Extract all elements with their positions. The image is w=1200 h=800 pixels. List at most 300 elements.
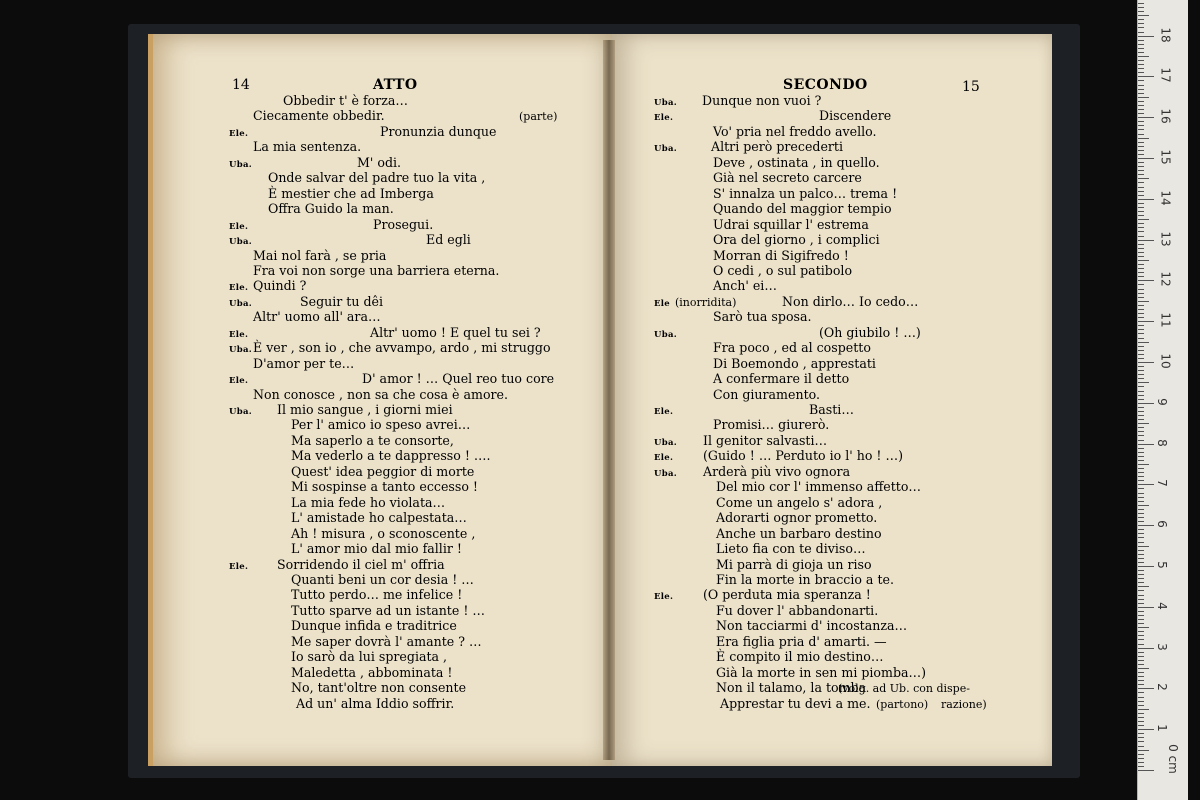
- ruler-tick: [1138, 80, 1144, 81]
- ruler-tick: [1138, 619, 1144, 620]
- verse-line: Seguir tu dêi: [300, 293, 384, 309]
- ruler-tick: [1138, 664, 1144, 665]
- ruler-number: 11: [1158, 312, 1173, 328]
- ruler-tick: [1138, 615, 1144, 616]
- ruler-tick: [1138, 166, 1144, 167]
- ruler-tick: [1138, 566, 1154, 567]
- ruler-tick: [1138, 692, 1144, 693]
- ruler-tick: [1138, 493, 1144, 494]
- ruler-tick: [1138, 138, 1149, 139]
- ruler-tick: [1138, 7, 1144, 8]
- ruler-number: 0 cm: [1165, 744, 1180, 774]
- verse-line: Onde salvar del padre tuo la vita ,: [268, 170, 486, 186]
- ruler-tick: [1138, 399, 1144, 400]
- verse-line: Era figlia pria d' amarti. —: [716, 633, 887, 649]
- left-page-number: 14: [232, 77, 250, 93]
- ruler-number: 1: [1154, 724, 1169, 733]
- ruler-tick: [1138, 472, 1144, 473]
- ruler-tick: [1138, 395, 1144, 396]
- verse-line: Per l' amico io speso avrei…: [291, 417, 471, 433]
- verse-line: Mi parrà di gioja un riso: [716, 556, 872, 572]
- verse-line: Anche un barbaro destino: [716, 525, 882, 541]
- ruler-tick: [1138, 68, 1144, 69]
- ruler-tick: [1138, 382, 1149, 383]
- ruler-tick: [1138, 150, 1144, 151]
- speaker-label: Uba.: [654, 98, 678, 108]
- verse-line: S' innalza un palco… trema !: [713, 185, 898, 201]
- speaker-label: Ele.: [229, 561, 249, 572]
- verse-line: Non conosce , non sa che cosa è amore.: [253, 386, 508, 402]
- ruler-tick: [1138, 762, 1144, 763]
- ruler-tick: [1138, 488, 1144, 489]
- verse-line: Anch' ei…: [713, 278, 777, 294]
- ruler-tick: [1138, 44, 1144, 45]
- verse-line: Sorridendo il ciel m' offria: [277, 556, 445, 572]
- ruler-tick: [1138, 652, 1144, 653]
- verse-line: Quando del maggior tempio: [713, 201, 892, 217]
- ruler-tick: [1138, 268, 1144, 269]
- ruler-number: 2: [1154, 683, 1169, 692]
- ruler-tick: [1138, 215, 1144, 216]
- ruler-tick: [1138, 289, 1144, 290]
- verse-line: Prosegui.: [373, 216, 434, 232]
- ruler-tick: [1138, 639, 1144, 640]
- ruler-tick: [1138, 701, 1144, 702]
- ruler-tick: [1138, 386, 1144, 387]
- ruler-tick: [1138, 688, 1154, 689]
- verse-line: Altr' uomo ! E quel tu sei ?: [370, 324, 541, 340]
- ruler-tick: [1138, 256, 1144, 257]
- verse-line: Dunque non vuoi ?: [702, 93, 822, 108]
- ruler-tick: [1138, 129, 1144, 130]
- ruler-tick: [1138, 297, 1144, 298]
- ruler-tick: [1138, 505, 1149, 506]
- ruler-tick: [1138, 607, 1154, 608]
- ruler-tick: [1138, 354, 1144, 355]
- ruler-number: 10: [1158, 353, 1173, 369]
- verse-line: Fu dover l' abbandonarti.: [716, 602, 879, 618]
- ruler-number: 3: [1154, 642, 1169, 651]
- verse-line: Ma vederlo a te dappresso ! ….: [291, 448, 491, 464]
- ruler-tick: [1138, 325, 1144, 326]
- ruler-tick: [1138, 435, 1144, 436]
- ruler-tick: [1138, 358, 1144, 359]
- verse-line: Non tacciarmi d' incostanza…: [716, 618, 908, 634]
- speaker-label: Uba.: [229, 345, 253, 356]
- verse-line: Ora del giorno , i complici: [713, 232, 880, 248]
- verse-line: Vo' pria nel freddo avello.: [713, 123, 877, 139]
- right-running-head: SECONDO: [783, 77, 868, 93]
- speaker-label: Uba.: [229, 159, 253, 170]
- ruler-tick: [1138, 113, 1144, 114]
- ruler-tick: [1138, 93, 1144, 94]
- ruler-tick: [1138, 656, 1144, 657]
- ruler-tick: [1138, 709, 1149, 710]
- ruler-tick: [1138, 342, 1149, 343]
- verse-line: Del mio cor l' immenso affetto…: [716, 479, 922, 495]
- verse-line: Lieto fia con te diviso…: [716, 541, 866, 557]
- ruler-tick: [1138, 419, 1144, 420]
- speaker-label: Uba.: [654, 468, 678, 479]
- verse-line: M' odi.: [357, 154, 402, 170]
- verse-line: Io sarò da lui spregiata ,: [291, 649, 448, 665]
- ruler-tick: [1138, 374, 1144, 375]
- ruler-tick: [1138, 648, 1154, 649]
- verse-line: D' amor ! … Quel reo tuo core: [362, 371, 555, 387]
- ruler-tick: [1138, 154, 1144, 155]
- ruler-tick: [1138, 15, 1149, 16]
- ruler-tick: [1138, 329, 1144, 330]
- ruler-tick: [1138, 750, 1149, 751]
- verse-line: Fra voi non sorge una barriera eterna.: [253, 262, 500, 278]
- ruler-tick: [1138, 737, 1144, 738]
- ruler-tick: [1138, 293, 1144, 294]
- ruler-tick: [1138, 170, 1144, 171]
- verse-line: Mai nol farà , se pria: [253, 247, 387, 263]
- stage-direction: (volg. ad Ub. con dispe-: [838, 682, 970, 696]
- verse-line: Ah ! misura , o sconoscente ,: [291, 525, 476, 541]
- ruler-tick: [1138, 146, 1144, 147]
- ruler-tick: [1138, 660, 1144, 661]
- speaker-label: Ele.: [654, 407, 674, 417]
- ruler-tick: [1138, 562, 1144, 563]
- book-gutter: [603, 40, 615, 760]
- ruler-tick: [1138, 191, 1144, 192]
- ruler-tick: [1138, 48, 1144, 49]
- ruler-tick: [1138, 570, 1144, 571]
- verse-line: Apprestar tu devi a me.: [720, 695, 871, 711]
- ruler-tick: [1138, 537, 1144, 538]
- verse-line: Me saper dovrà l' amante ? …: [291, 633, 482, 649]
- ruler-tick: [1138, 350, 1144, 351]
- ruler-tick: [1138, 134, 1144, 135]
- verse-line: Con giuramento.: [713, 386, 820, 402]
- ruler-tick: [1138, 211, 1144, 212]
- ruler-tick: [1138, 431, 1144, 432]
- verse-line: Discendere: [819, 108, 892, 124]
- ruler-tick: [1138, 321, 1154, 322]
- speaker-label: Uba.: [229, 407, 253, 417]
- ruler-tick: [1138, 72, 1144, 73]
- ruler-tick: [1138, 415, 1144, 416]
- verse-line: L' amor mio dal mio fallir !: [291, 541, 462, 557]
- ruler-tick: [1138, 717, 1144, 718]
- ruler-tick: [1138, 550, 1144, 551]
- ruler-tick: [1138, 199, 1154, 200]
- ruler-tick: [1138, 366, 1144, 367]
- ruler-tick: [1138, 697, 1144, 698]
- verse-line: Fin la morte in braccio a te.: [716, 571, 894, 587]
- verse-line: Ciecamente obbedir.: [253, 108, 385, 124]
- ruler-tick: [1138, 599, 1144, 600]
- verse-line: Non il talamo, la tomba: [716, 680, 867, 696]
- speaker-label: Uba.: [654, 144, 678, 155]
- ruler-tick: [1138, 105, 1144, 106]
- ruler-tick: [1138, 101, 1144, 102]
- ruler-tick: [1138, 758, 1144, 759]
- ruler-number: 17: [1158, 67, 1173, 84]
- ruler-tick: [1138, 142, 1144, 143]
- ruler-tick: [1138, 546, 1149, 547]
- ruler-number: 18: [1158, 26, 1173, 43]
- verse-line: Tutto perdo… me infelice !: [291, 587, 463, 603]
- verse-line: Fra poco , ed al cospetto: [713, 340, 871, 356]
- ruler-tick: [1138, 32, 1144, 33]
- ruler-tick: [1138, 497, 1144, 498]
- verse-line: L' amistade ho calpestata…: [291, 510, 467, 526]
- ruler-tick: [1138, 301, 1149, 302]
- ruler-tick: [1138, 362, 1154, 363]
- ruler-tick: [1138, 725, 1144, 726]
- verse-line: Deve , ostinata , in quello.: [713, 154, 880, 170]
- ruler-tick: [1138, 309, 1144, 310]
- ruler-tick: [1138, 19, 1144, 20]
- ruler-tick: [1138, 121, 1144, 122]
- ruler-number: 16: [1158, 108, 1173, 124]
- ruler-tick: [1138, 635, 1144, 636]
- ruler-tick: [1138, 223, 1144, 224]
- speaker-label: Ele.: [654, 113, 674, 124]
- ruler-tick: [1138, 203, 1144, 204]
- right-page-number: 15: [962, 79, 980, 95]
- verse-line: Adorarti ognor prometto.: [716, 510, 878, 526]
- ruler-tick: [1138, 284, 1144, 285]
- ruler-tick: [1138, 582, 1144, 583]
- ruler-tick: [1138, 525, 1154, 526]
- ruler-number: 13: [1158, 230, 1173, 247]
- left-running-head: ATTO: [373, 77, 418, 93]
- ruler-tick: [1138, 333, 1144, 334]
- ruler-tick: [1138, 427, 1144, 428]
- ruler-tick: [1138, 627, 1149, 628]
- ruler-tick: [1138, 76, 1154, 77]
- ruler-tick: [1138, 313, 1144, 314]
- verse-line: (Oh giubilo ! …): [819, 324, 921, 340]
- verse-line: Il genitor salvasti…: [703, 432, 828, 448]
- ruler-tick: [1138, 705, 1144, 706]
- ruler-tick: [1138, 721, 1144, 722]
- ruler-tick: [1138, 162, 1144, 163]
- ruler-tick: [1138, 125, 1144, 126]
- ruler-tick: [1138, 558, 1144, 559]
- ruler-tick: [1138, 411, 1144, 412]
- ruler-tick: [1138, 280, 1154, 281]
- verse-line: Tutto sparve ad un istante ! …: [291, 602, 485, 618]
- verse-line: Offra Guido la man.: [268, 201, 394, 217]
- ruler-tick: [1138, 517, 1144, 518]
- ruler-tick: [1138, 240, 1154, 241]
- ruler-tick: [1138, 178, 1149, 179]
- ruler-tick: [1138, 252, 1144, 253]
- ruler-tick: [1138, 611, 1144, 612]
- verse-line: Altr' uomo all' ara…: [253, 309, 381, 325]
- ruler-number: 6: [1154, 520, 1169, 529]
- ruler-tick: [1138, 644, 1144, 645]
- ruler-tick: [1138, 729, 1154, 730]
- ruler-tick: [1138, 97, 1149, 98]
- ruler-tick: [1138, 378, 1144, 379]
- ruler-tick: [1138, 219, 1149, 220]
- verse-line: Ma saperlo a te consorte,: [291, 432, 454, 448]
- speaker-label: Ele.: [229, 128, 249, 139]
- ruler-tick: [1138, 36, 1154, 37]
- verse-line: La mia sentenza.: [253, 139, 362, 155]
- ruler-tick: [1138, 423, 1149, 424]
- ruler-tick: [1138, 236, 1144, 237]
- ruler-tick: [1138, 11, 1144, 12]
- verse-line: D'amor per te…: [253, 355, 355, 371]
- ruler-tick: [1138, 276, 1144, 277]
- ruler-tick: [1138, 595, 1144, 596]
- ruler-number: 9: [1154, 397, 1169, 406]
- ruler-tick: [1138, 64, 1144, 65]
- verse-line: (Guido ! … Perduto io l' ho ! …): [703, 448, 903, 464]
- ruler-tick: [1138, 109, 1144, 110]
- verse-line: Mi sospinse a tanto eccesso !: [291, 479, 478, 495]
- verse-line: Udrai squillar l' estrema: [713, 216, 869, 232]
- verse-line: Morran di Sigifredo !: [713, 247, 849, 263]
- ruler-tick: [1138, 713, 1144, 714]
- ruler-tick: [1138, 227, 1144, 228]
- ruler-tick: [1138, 3, 1144, 4]
- verse-line: Di Boemondo , apprestati: [713, 355, 876, 371]
- verse-line: No, tant'oltre non consente: [291, 680, 467, 696]
- stage-direction: (partono): [876, 697, 929, 711]
- ruler-tick: [1138, 60, 1144, 61]
- verse-line: Già nel secreto carcere: [713, 170, 862, 186]
- speaker-label: Uba.: [654, 437, 678, 448]
- verse-line: Come un angelo s' adora ,: [716, 494, 883, 510]
- speaker-label: Ele: [654, 298, 671, 309]
- verse-line: Già la morte in sen mi piomba…): [716, 664, 927, 680]
- ruler-tick: [1138, 533, 1144, 534]
- ruler-number: 12: [1158, 271, 1173, 288]
- ruler-tick: [1138, 509, 1144, 510]
- ruler-tick: [1138, 403, 1154, 404]
- ruler-tick: [1138, 195, 1144, 196]
- ruler-tick: [1138, 529, 1144, 530]
- ruler-tick: [1138, 590, 1144, 591]
- ruler-tick: [1138, 52, 1144, 53]
- verse-line: Il mio sangue , i giorni miei: [277, 402, 453, 417]
- verse-line: Arderà più vivo ognora: [703, 463, 851, 479]
- ruler-tick: [1138, 464, 1149, 465]
- verse-line: Quest' idea peggior di morte: [291, 463, 475, 479]
- verse-line: Pronunzia dunque: [380, 123, 497, 139]
- ruler-tick: [1138, 746, 1144, 747]
- ruler-tick: [1138, 40, 1144, 41]
- ruler-tick: [1138, 578, 1144, 579]
- speaker-label: Uba.: [229, 298, 253, 309]
- ruler-tick: [1138, 264, 1144, 265]
- ruler-tick: [1138, 244, 1144, 245]
- ruler-tick: [1138, 554, 1144, 555]
- speaker-label: Ele.: [229, 283, 249, 294]
- ruler-tick: [1138, 668, 1149, 669]
- verse-line: Altri però precederti: [711, 139, 844, 155]
- verse-line: È compito il mio destino…: [716, 649, 884, 665]
- ruler-tick: [1138, 476, 1144, 477]
- ruler-tick: [1138, 56, 1149, 57]
- ruler-tick: [1138, 521, 1144, 522]
- ruler-tick: [1138, 684, 1144, 685]
- ruler-tick: [1138, 770, 1154, 771]
- verse-line: Quindi ?: [253, 278, 307, 294]
- ruler-tick: [1138, 623, 1144, 624]
- verse-line: Sarò tua sposa.: [713, 309, 812, 325]
- verse-line: Ed egli: [426, 232, 471, 248]
- speaker-label: Ele.: [654, 453, 674, 464]
- ruler-tick: [1138, 766, 1144, 767]
- ruler-tick: [1138, 754, 1144, 755]
- ruler-tick: [1138, 23, 1144, 24]
- ruler-tick: [1138, 501, 1144, 502]
- ruler-tick: [1138, 484, 1154, 485]
- verse-line: È ver , son io , che avvampo, ardo , mi struggo: [253, 340, 551, 356]
- ruler-tick: [1138, 346, 1144, 347]
- verse-line: Maledetta , abbominata !: [291, 664, 453, 680]
- verse-line: (O perduta mia speranza !: [703, 587, 871, 603]
- ruler-number: 14: [1158, 190, 1173, 206]
- verse-line: O cedi , o sul patibolo: [713, 262, 853, 278]
- ruler-tick: [1138, 460, 1144, 461]
- speaker-label: Ele.: [654, 592, 674, 603]
- ruler-tick: [1138, 603, 1144, 604]
- ruler-tick: [1138, 440, 1144, 441]
- verse-line: Dunque infida e traditrice: [291, 618, 457, 634]
- ruler-tick: [1138, 586, 1149, 587]
- ruler-tick: [1138, 741, 1144, 742]
- ruler-tick: [1138, 513, 1144, 514]
- verse-line: Ad un' alma Iddio soffrir.: [296, 695, 455, 711]
- ruler-tick: [1138, 174, 1144, 175]
- speaker-label: Uba.: [654, 329, 678, 340]
- ruler-tick: [1138, 631, 1144, 632]
- ruler-tick: [1138, 248, 1144, 249]
- ruler-number: 8: [1154, 438, 1169, 447]
- verse-line: Basti…: [809, 402, 854, 417]
- stage-direction: (parte): [519, 110, 558, 124]
- speaker-label: Ele.: [229, 221, 249, 232]
- ruler-tick: [1138, 85, 1144, 86]
- ruler-tick: [1138, 391, 1144, 392]
- ruler-tick: [1138, 468, 1144, 469]
- verse-line: Promisi… giurerò.: [713, 417, 830, 433]
- ruler-tick: [1138, 676, 1144, 677]
- ruler-tick: [1138, 672, 1144, 673]
- ruler-number: 7: [1154, 479, 1169, 488]
- verse-line: È mestier che ad Imberga: [268, 185, 434, 201]
- verse-line: A confermare il detto: [713, 371, 850, 387]
- ruler-tick: [1138, 452, 1144, 453]
- verse-line: Quanti beni un cor desia ! …: [291, 571, 474, 587]
- ruler-tick: [1138, 27, 1144, 28]
- speaker-label: Uba.: [229, 237, 253, 248]
- ruler-tick: [1138, 680, 1144, 681]
- speaker-label: Ele.: [229, 329, 249, 340]
- ruler-tick: [1138, 444, 1154, 445]
- verse-line: La mia fede ho violata…: [291, 494, 446, 510]
- ruler-tick: [1138, 480, 1144, 481]
- ruler-tick: [1138, 187, 1144, 188]
- ruler-tick: [1138, 207, 1144, 208]
- ruler-number: 4: [1154, 601, 1169, 610]
- stage-direction: razione): [941, 697, 987, 711]
- ruler-tick: [1138, 158, 1154, 159]
- ruler-tick: [1138, 117, 1154, 118]
- ruler-tick: [1138, 574, 1144, 575]
- ruler-number: 5: [1154, 561, 1169, 569]
